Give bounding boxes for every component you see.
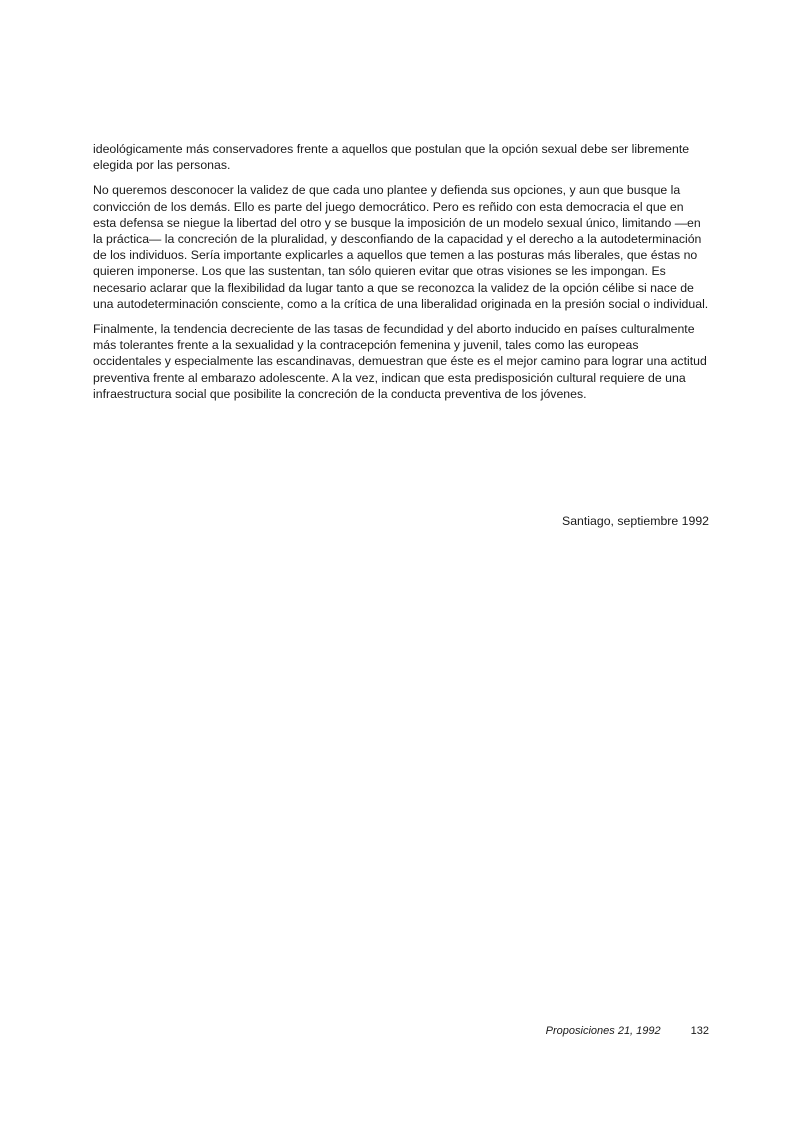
paragraph-3: Finalmente, la tendencia decreciente de las tasas de fecundidad y del aborto inducido en países culturalmente más tolerantes frente a la sexualidad y la contracepción femenina y juvenil, tales como las europeas occidentales y especialmente las escandinavas, demuestran que éste es el mejor camino para lograr una actitud preventiva frente al embarazo adolescente. A la vez, indican que esta predisposición cultural requiere de una infraestructura social que posibilite la concreción de la conducta preventiva de los jóvenes.: [93, 322, 707, 401]
page-number: 132: [690, 1025, 709, 1037]
place-date: Santiago, septiembre 1992: [562, 514, 709, 528]
paragraph-1: ideológicamente más conservadores frente a aquellos que postulan que la opción sexual debe ser libremente elegida por las personas.: [93, 142, 690, 173]
journal-citation: Proposiciones 21, 1992: [545, 1025, 661, 1037]
paragraph-2: No queremos desconocer la validez de que cada uno plantee y defienda sus opciones, y aun que busque la convicción de los demás. Ello es parte del juego democrático. Pero es reñido con esta democracia el que en esta defensa se niegue la libertad del otro y se busque la imposición de un modelo sexual único, limitando —en la práctica— la concreción de la pluralidad, y desconfiando de la capacidad y el derecho a la autodeterminación de los individuos. Sería importante explicarles a aquellos que temen a las posturas más liberales, que éstas no quieren imponerse. Los que las sustentan, tan sólo quieren evitar que otras visiones se les impongan. Es necesario aclarar que la flexibilidad da lugar tanto a que se reconozca la validez de la opción célibe si nace de una autodeterminación consciente, como a la crítica de una liberalidad originada en la presión social o individual.: [93, 183, 709, 311]
page-footer: [546, 1024, 709, 1038]
body-text: [93, 141, 709, 411]
